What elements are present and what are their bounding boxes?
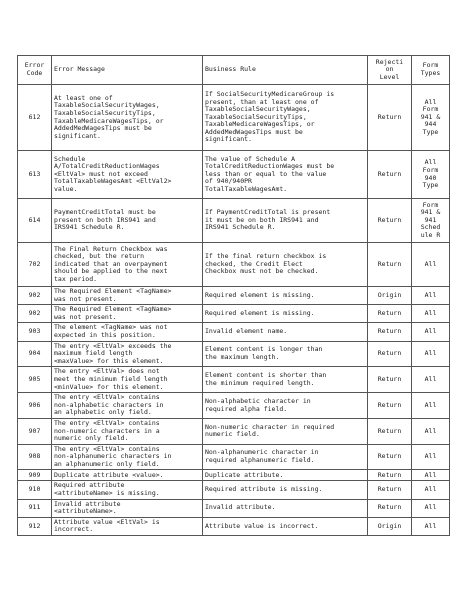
error-message-cell: PaymentCreditTotal must be present on both IRS941 and IRS941 Schedule R. [52, 199, 203, 243]
table-row [18, 341, 450, 367]
rejection-level-cell: Return [368, 199, 412, 243]
error-code-cell: 612 [18, 85, 52, 151]
form-types-cell: All [412, 367, 450, 393]
error-code-cell: 906 [18, 393, 52, 419]
error-message-cell: Attribute value <EltVal> is incorrect. [52, 517, 203, 535]
form-types-cell: All [412, 393, 450, 419]
error-message-cell: Schedule A/TotalCreditReductionWages <EltVal> must not exceed TotalTaxableWagesAmt <EltVal2> value. [52, 151, 203, 199]
rejection-level-cell: Return [368, 243, 412, 287]
rejection-level-cell: Return [368, 470, 412, 481]
table-row [18, 444, 450, 470]
error-code-cell: 911 [18, 499, 52, 517]
business-rule-cell: Element content is shorter than the minimum required length. [203, 367, 368, 393]
table-row [18, 499, 450, 517]
table-row [18, 323, 450, 341]
error-message-cell: The Required Element <TagName> was not present. [52, 287, 203, 305]
error-code-cell: 908 [18, 444, 52, 470]
error-code-cell: 905 [18, 367, 52, 393]
form-types-cell: All [412, 418, 450, 444]
rejection-level-cell: Return [368, 499, 412, 517]
error-message-cell: The entry <EltVal> exceeds the maximum field length <maxValue> for this element. [52, 341, 203, 367]
error-code-cell: 907 [18, 418, 52, 444]
rejection-level-cell: Return [368, 151, 412, 199]
error-code-cell: 903 [18, 323, 52, 341]
table-row [18, 481, 450, 499]
error-message-cell: The element <TagName> was not expected in this position. [52, 323, 203, 341]
error-code-table [17, 55, 450, 536]
error-code-cell: 910 [18, 481, 52, 499]
form-types-cell: All [412, 499, 450, 517]
table-row [18, 287, 450, 305]
error-code-cell: 613 [18, 151, 52, 199]
header-form-types: Form Types [412, 56, 450, 85]
rejection-level-cell: Origin [368, 287, 412, 305]
error-message-cell: Required attribute <attributeName> is missing. [52, 481, 203, 499]
table-row [18, 470, 450, 481]
business-rule-cell: Non-alphabetic character in required alpha field. [203, 393, 368, 419]
form-types-cell: All [412, 287, 450, 305]
error-message-cell: The entry <EltVal> contains non-alphabetic characters in an alphabetic only field. [52, 393, 203, 419]
business-rule-cell: Non-numeric character in required numeric field. [203, 418, 368, 444]
table-row [18, 418, 450, 444]
error-code-cell: 909 [18, 470, 52, 481]
business-rule-cell: Non-alphanumeric character in required alphanumeric field. [203, 444, 368, 470]
rejection-level-cell: Return [368, 341, 412, 367]
form-types-cell: All [412, 481, 450, 499]
table-row [18, 243, 450, 287]
table-body [18, 85, 450, 536]
business-rule-cell: Duplicate attribute. [203, 470, 368, 481]
error-message-cell: The entry <EltVal> contains non-alphanumeric characters in an alphanumeric only field. [52, 444, 203, 470]
rejection-level-cell: Origin [368, 517, 412, 535]
rejection-level-cell: Return [368, 393, 412, 419]
table-row [18, 517, 450, 535]
business-rule-cell: Required attribute is missing. [203, 481, 368, 499]
error-message-cell: The Required Element <TagName> was not present. [52, 305, 203, 323]
error-message-cell: The entry <EltVal> contains non-numeric characters in a numeric only field. [52, 418, 203, 444]
table-row [18, 199, 450, 243]
error-message-cell: The Final Return Checkbox was checked, but the return indicated that an overpayment should be applied to the next tax period. [52, 243, 203, 287]
table-header-row [18, 56, 450, 85]
error-code-cell: 902 [18, 305, 52, 323]
table-row [18, 151, 450, 199]
form-types-cell: All Form 940 Type [412, 151, 450, 199]
rejection-level-cell: Return [368, 367, 412, 393]
error-message-cell: At least one of TaxableSocialSecurityWages, TaxableSocialSecurityTips, TaxableMedicareWagesTips, or AddedMedWagesTips must be significant. [52, 85, 203, 151]
error-code-cell: 614 [18, 199, 52, 243]
rejection-level-cell: Return [368, 85, 412, 151]
error-message-cell: The entry <EltVal> does not meet the minimum field length <minValue> for this element. [52, 367, 203, 393]
rejection-level-cell: Return [368, 444, 412, 470]
header-business-rule: Business Rule [203, 56, 368, 85]
error-code-cell: 904 [18, 341, 52, 367]
rejection-level-cell: Return [368, 305, 412, 323]
form-types-cell: All [412, 444, 450, 470]
business-rule-cell: If the final return checkbox is checked, the Credit Elect Checkbox must not be checked. [203, 243, 368, 287]
business-rule-cell: If SocialSecurityMedicareGroup is present, than at least one of TaxableSocialSecurityWages, TaxableSocialSecurityTips, TaxableMedicareWagesTips, or AddedMedWagesTips must be significant. [203, 85, 368, 151]
header-error-message: Error Message [52, 56, 203, 85]
form-types-cell: All [412, 305, 450, 323]
rejection-level-cell: Return [368, 418, 412, 444]
form-types-cell: All [412, 341, 450, 367]
business-rule-cell: Required element is missing. [203, 305, 368, 323]
header-rejection-level: Rejecti on Level [368, 56, 412, 85]
business-rule-cell: Invalid element name. [203, 323, 368, 341]
error-message-cell: Invalid attribute <attributeName>. [52, 499, 203, 517]
table-row [18, 85, 450, 151]
rejection-level-cell: Return [368, 481, 412, 499]
form-types-cell: All [412, 243, 450, 287]
error-code-cell: 702 [18, 243, 52, 287]
table-row [18, 393, 450, 419]
form-types-cell: All Form 941 & 944 Type [412, 85, 450, 151]
form-types-cell: All [412, 517, 450, 535]
business-rule-cell: Attribute value is incorrect. [203, 517, 368, 535]
business-rule-cell: Required element is missing. [203, 287, 368, 305]
form-types-cell: All [412, 323, 450, 341]
header-error-code: Error Code [18, 56, 52, 85]
form-types-cell: All [412, 470, 450, 481]
business-rule-cell: Invalid attribute. [203, 499, 368, 517]
error-code-cell: 902 [18, 287, 52, 305]
business-rule-cell: If PaymentCreditTotal is present it must be on both IRS941 and IRS941 Schedule R. [203, 199, 368, 243]
error-message-cell: Duplicate attribute <value>. [52, 470, 203, 481]
rejection-level-cell: Return [368, 323, 412, 341]
business-rule-cell: Element content is longer than the maximum length. [203, 341, 368, 367]
form-types-cell: Form 941 & 941 Sched ule R [412, 199, 450, 243]
table-row [18, 305, 450, 323]
table-row [18, 367, 450, 393]
error-code-cell: 912 [18, 517, 52, 535]
business-rule-cell: The value of Schedule A TotalCreditReductionWages must be less than or equal to the value of 940/940PR TotalTaxableWagesAmt. [203, 151, 368, 199]
